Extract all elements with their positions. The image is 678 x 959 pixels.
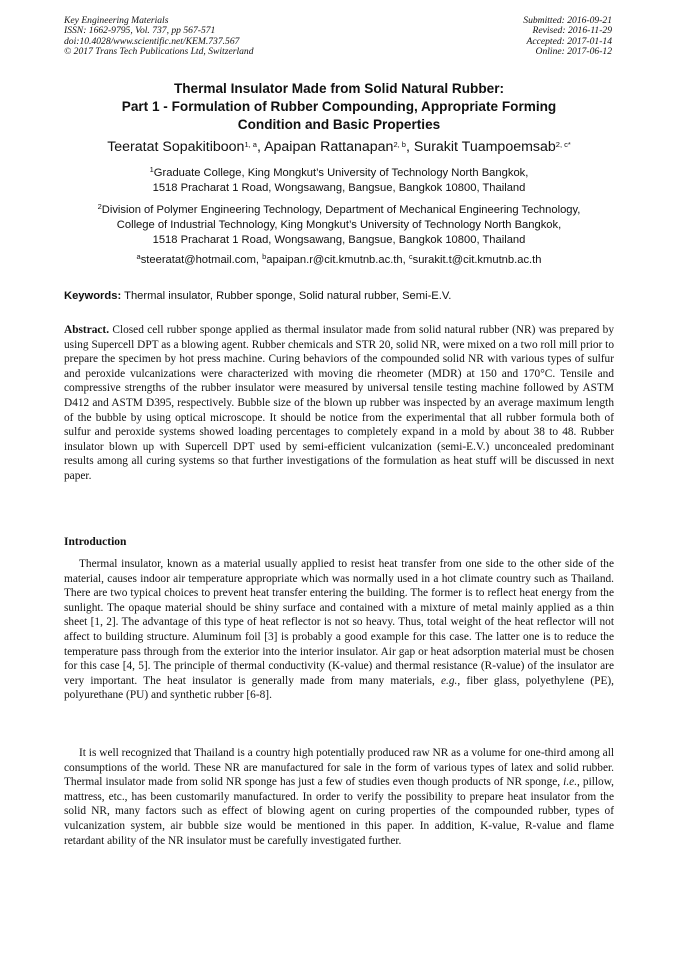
keywords: [64, 289, 614, 303]
abstract-label: Abstract.: [64, 324, 110, 336]
affiliation-line: 1518 Pracharat 1 Road, Wongsawang, Bangsue, Bangkok 10800, Thailand: [152, 234, 526, 247]
journal-name: Key Engineering Materials: [64, 15, 169, 26]
affiliation-2: [30, 203, 648, 249]
date-revised: Revised: 2016-11-29: [532, 25, 612, 37]
paragraph-text-italic: i.e.: [563, 776, 578, 789]
title-line: Thermal Insulator Made from Solid Natural Rubber:: [173, 81, 505, 96]
journal-doi: doi:10.4028/www.scientific.net/KEM.737.567: [64, 35, 240, 47]
journal-info: [64, 16, 254, 58]
date-online: Online: 2017-06-12: [535, 46, 612, 58]
email-address: apaipan.r@cit.kmutnb.ac.th,: [266, 254, 409, 266]
affiliation-line: Division of Polymer Engineering Technology, Department of Mechanical Engineering Technology,: [101, 204, 581, 216]
abstract-text: Closed cell rubber sponge applied as thermal insulator made from solid natural rubber (NR) was prepared by using Supercell DPT as a blowing agent. Rubber chemicals and STR 20, solid NR, were mixed on a two roll mill prior to prepare the specimen by hot press machine. Curing behaviors of the compounded solid NR with various types of sulfur and peroxide vulcanizations were characterized with moving die rheometer (MDR) at 150 and 170°C. Tensile and compressive strengths of the rubber insulator were measured by universal tensile testing machine followed by ASTM D412 and ASTM D395, respectively. Bubble size of the blown up rubber was inspected by an average maximum length of the bubble by using optical microscope. It should be notice from the experimental that all rubber formula both of sulfur and peroxide systems showed loading percentages to completely expand in a mold by about 38 to 48. Rubber insulator blown up with Supercell DPT used by semi-efficient vulcanization (semi-E.V.) unconcealed predominant results among all curing systems so that further investigations of the formulation as heat stuff will be discussed in next paper.: [64, 324, 614, 482]
paragraph-text: , fiber glass, polyethylene (PE), polyurethane (PU) and synthetic rubber [6-8].: [64, 674, 615, 702]
author-emails: [30, 253, 648, 268]
author-name: Teeratat Sopakitiboon: [107, 139, 245, 155]
publication-dates: [523, 16, 612, 58]
author-separator: ,: [405, 139, 414, 155]
email-address: surakit.t@cit.kmutnb.ac.th: [412, 254, 542, 266]
date-submitted: Submitted: 2016-09-21: [523, 15, 612, 26]
email-mark: a: [136, 252, 141, 261]
email-mark: c: [408, 252, 413, 261]
title-line: Condition and Basic Properties: [237, 117, 441, 132]
author-separator: ,: [256, 139, 265, 155]
author-name: Apaipan Rattanapan: [264, 139, 394, 155]
keywords-text: Thermal insulator, Rubber sponge, Solid natural rubber, Semi-E.V.: [121, 290, 452, 302]
affiliation-line: 1518 Pracharat 1 Road, Wongsawang, Bangsue, Bangkok 10800, Thailand: [152, 182, 526, 195]
affiliation-mark: 1: [149, 165, 154, 174]
affiliation-line: College of Industrial Technology, King Mongkut’s University of Technology North Bangkok,: [116, 219, 562, 232]
keywords-label: Keywords:: [64, 290, 122, 302]
paragraph-text: , pillow, mattress, etc., has been customarily manufactured. In order to verify the possibility to prepare heat insulator from the solid NR, many factors such as effect of blowing agent on curing properties of the compounded rubber, types of vulcanization system, air bubble size would be mentioned in this paper. In addition, K-value, R-value and flame retardant ability of the NR insulator must be carefully investigated further.: [64, 776, 614, 847]
paragraph-text-italic: e.g.: [440, 674, 458, 687]
affiliation-line: Graduate College, King Mongkut’s University of Technology North Bangkok,: [153, 167, 529, 179]
title-line: Part 1 - Formulation of Rubber Compounding, Appropriate Forming: [121, 99, 557, 114]
author-affiliation-mark: 1, a: [244, 140, 257, 149]
affiliation-mark: 2: [97, 202, 102, 211]
paper-title: [40, 80, 638, 134]
introduction-paragraph: [64, 746, 614, 848]
author-affiliation-mark: 2, b: [393, 140, 406, 149]
paragraph-text: It is well recognized that Thailand is a country high potentially produced raw NR as a volume for one-third among all consumptions of the world. These NR are manufactured for sale in the form of various types of latex and solid rubber. Thermal insulator made from solid NR sponge has just a few of studies even though products of NR sponge,: [64, 747, 614, 789]
affiliation-1: [30, 166, 648, 196]
date-accepted: Accepted: 2017-01-14: [526, 35, 612, 47]
email-mark: b: [262, 252, 267, 261]
email-address: steeratat@hotmail.com,: [140, 254, 263, 266]
paragraph-text: Thermal insulator, known as a material usually applied to resist heat transfer from one side to the other side of the material, causes indoor air temperature appropriate which was normally used in a hot climate country such as Thailand. There are two typical choices to prevent heat transfer entering the building. The former is to reflect heat energy from the sunlight. The opaque material should be shiny surface and contained with a mixture of metal mainly applied as a thin sheet [1, 2]. The advantage of this type of heat reflector is not so heavy. Thus, total weight of the heat reflector will not affect to building structure. Aluminum foil [3] is probably a good example for this case. The latter one is to reduce the temperature pass through from the exterior into the interior insulator. Air gap or heat adsorption material must be chosen for this case [4, 5]. The principle of thermal conductivity (K-value) and thermal resistance (R-value) of the insulator are very important. The heat insulator is generally made from many materials,: [64, 558, 614, 687]
abstract: [64, 323, 614, 484]
section-heading-introduction: Introduction: [64, 536, 127, 548]
journal-copyright: © 2017 Trans Tech Publications Ltd, Switzerland: [64, 46, 254, 58]
journal-issn: ISSN: 1662-9795, Vol. 737, pp 567-571: [64, 25, 216, 37]
author-affiliation-mark: 2, c*: [555, 140, 571, 149]
introduction-paragraph: [64, 557, 614, 703]
author-list: [20, 138, 658, 156]
author-name: Surakit Tuampoemsab: [413, 139, 556, 155]
